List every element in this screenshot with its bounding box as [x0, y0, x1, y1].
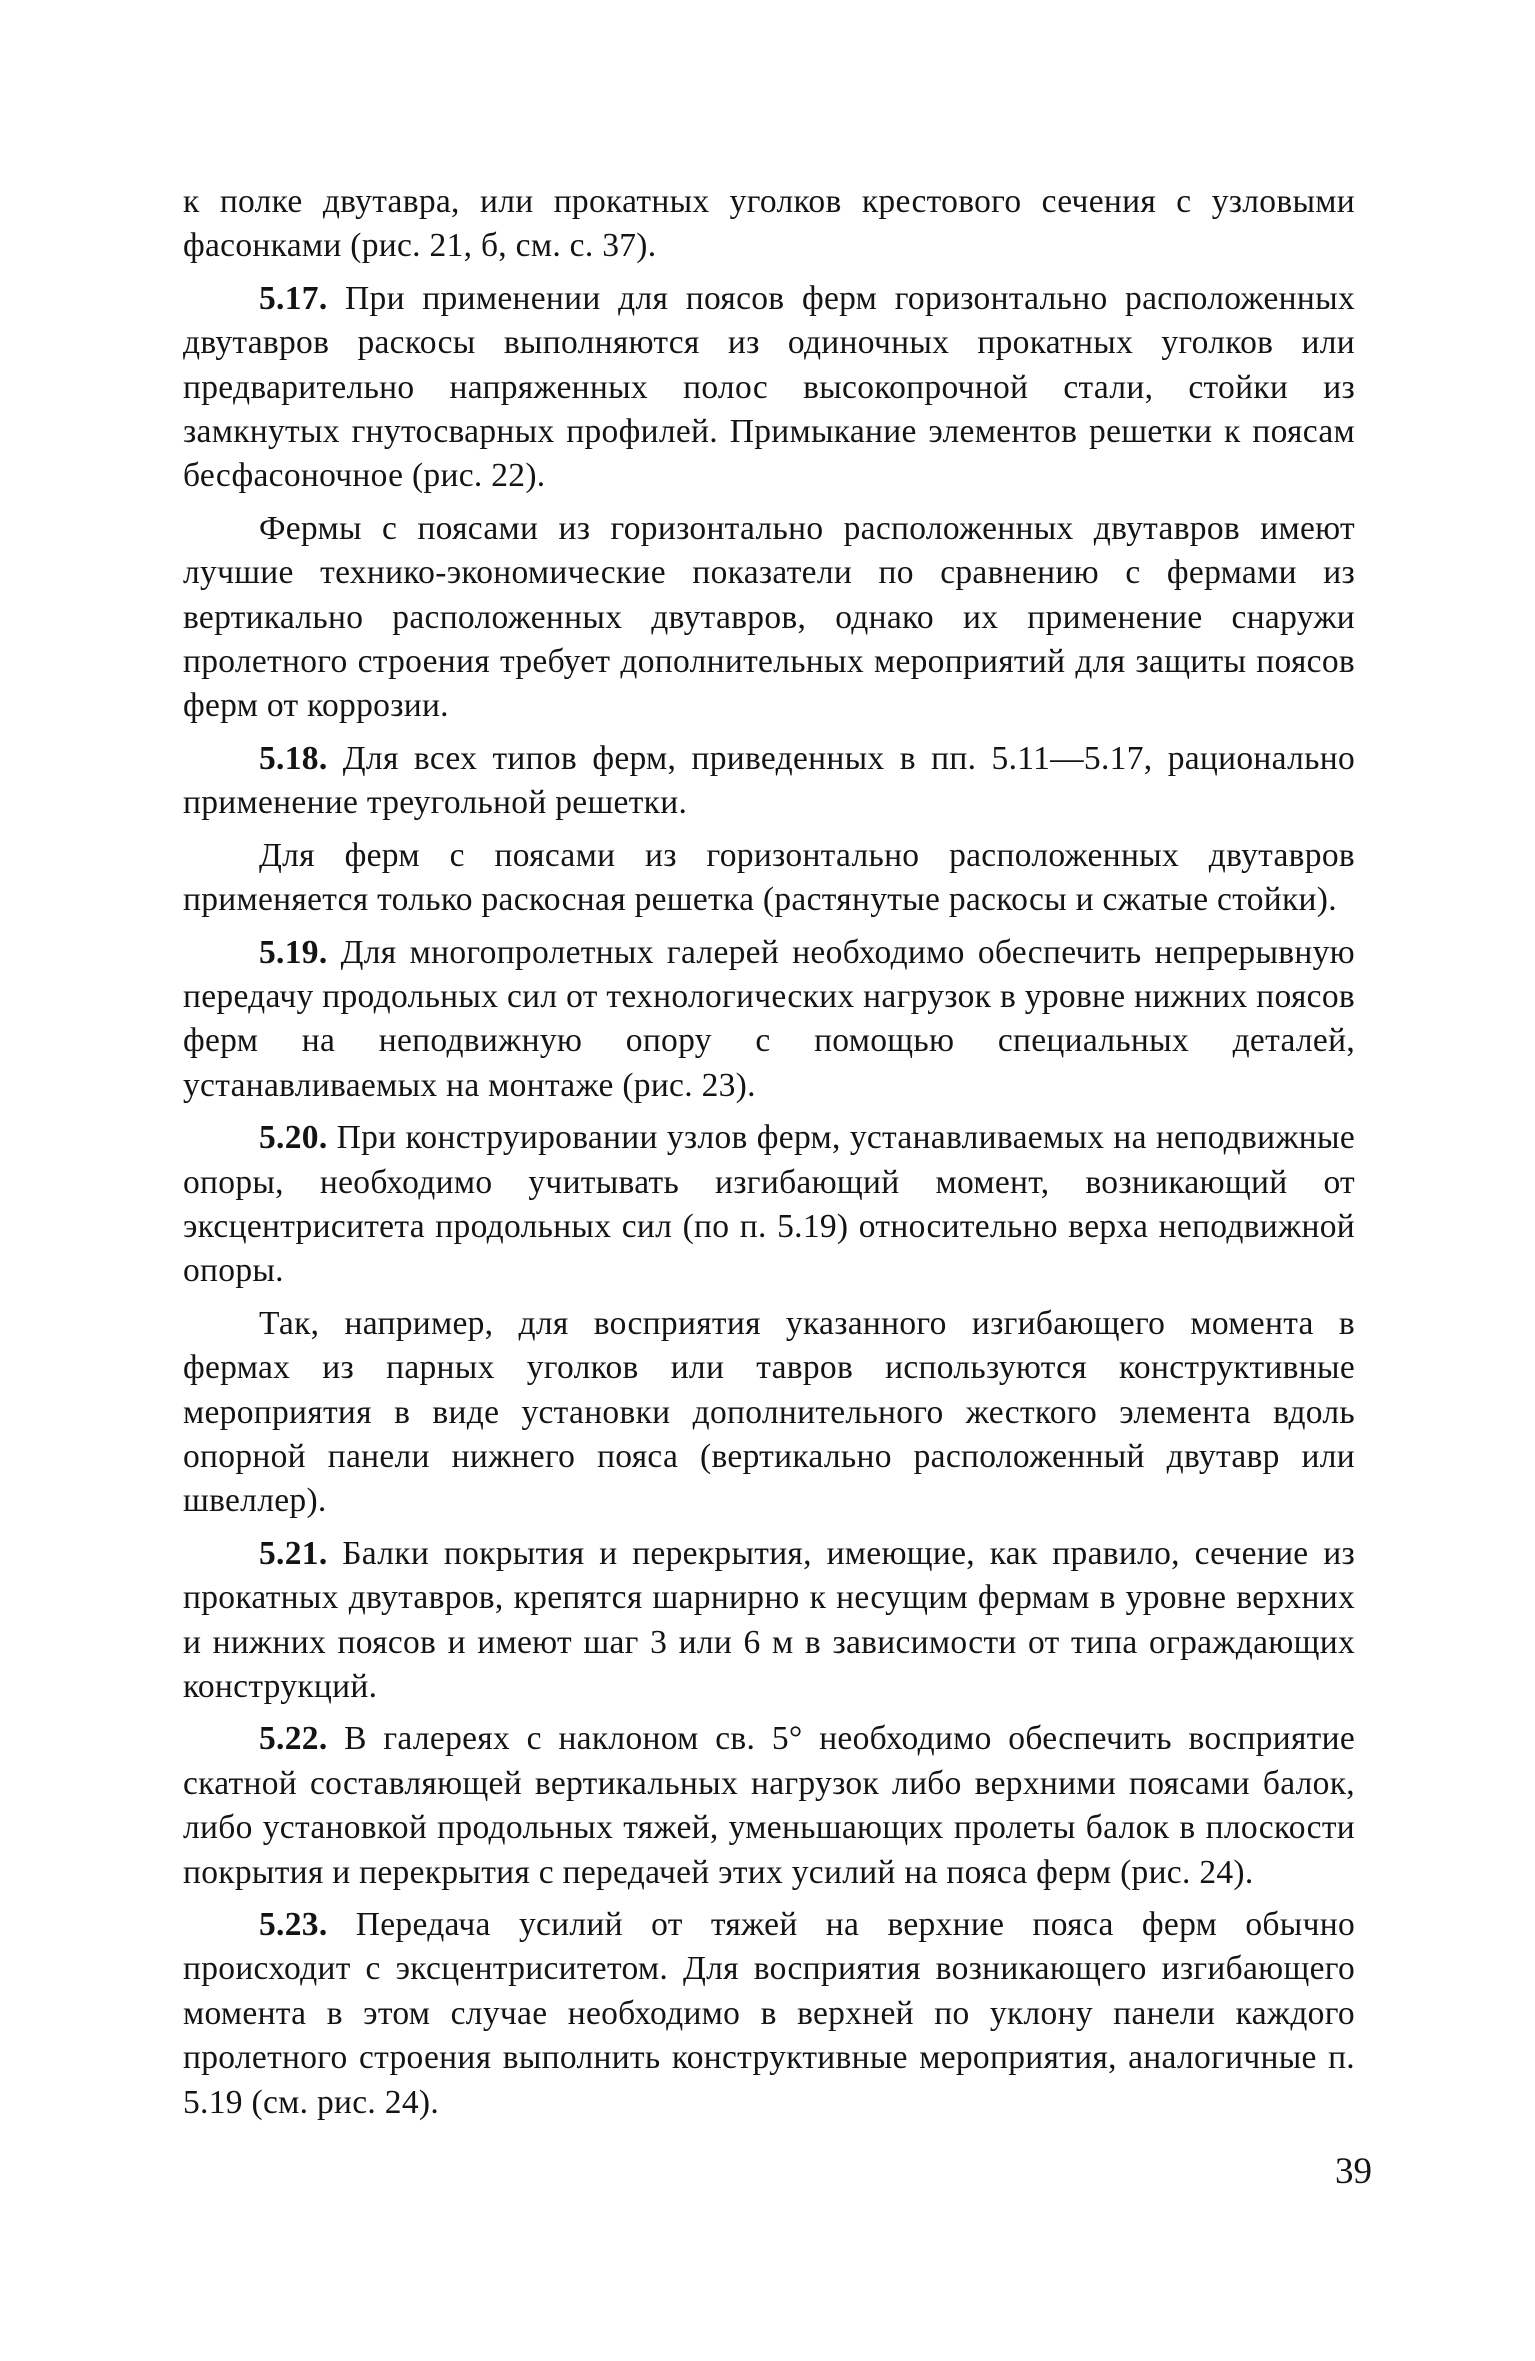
clause-number: 5.21.	[259, 1534, 328, 1572]
paragraph-5-21	[183, 1532, 1355, 1710]
clause-number: 5.22.	[259, 1720, 328, 1758]
clause-number: 5.23.	[259, 1906, 328, 1944]
paragraph-text: Для многопролетных галерей необходимо обеспечить непрерывную передачу продольных сил от технологических нагрузок в уровне нижних поясов ферм на неподвижную опору с помощью специальных деталей, устанавливаемых на монтаже (рис. 23).	[183, 933, 1355, 1104]
paragraph-5-23	[183, 1903, 1355, 2125]
paragraph-text: Для ферм с поясами из горизонтально расположенных двутавров применяется только раскосная решетка (растянутые раскосы и сжатые стойки).	[183, 836, 1355, 919]
clause-number: 5.20.	[259, 1119, 328, 1157]
paragraph-5-22	[183, 1717, 1355, 1895]
paragraph-5-20	[183, 1116, 1355, 1294]
paragraph-text: При применении для поясов ферм горизонтально расположенных двутавров раскосы выполняются из одиночных прокатных уголков или предварительно напряженных полос высокопрочной стали, стойки из замкнутых гнутосварных профилей. Примыкание элементов решетки к поясам бесфасоночное (рис. 22).	[183, 279, 1355, 495]
paragraph-text: При конструировании узлов ферм, устанавливаемых на неподвижные опоры, необходимо учитывать изгибающий момент, возникающий от эксцентриситета продольных сил (по п. 5.19) относительно верха неподвижной опоры.	[183, 1119, 1355, 1290]
paragraph-text: Фермы с поясами из горизонтально расположенных двутавров имеют лучшие технико-экономические показатели по сравнению с фермами из вертикально расположенных двутавров, однако их применение снаружи пролетного строения требует дополнительных мероприятий для защиты поясов ферм от коррозии.	[183, 509, 1355, 725]
document-body	[183, 180, 1355, 2125]
paragraph-text: Для всех типов ферм, приведенных в пп. 5.11—5.17, рационально применение треугольной решетки.	[183, 739, 1355, 822]
clause-number: 5.19.	[259, 933, 328, 971]
paragraph-continuation	[183, 180, 1355, 269]
paragraph-5-18	[183, 737, 1355, 826]
paragraph-5-17	[183, 277, 1355, 499]
clause-number: 5.17.	[259, 279, 328, 317]
paragraph-text: Передача усилий от тяжей на верхние пояса ферм обычно происходит с эксцентриситетом. Для восприятия возникающего изгибающего момента в этом случае необходимо в верхней по уклону панели каждого пролетного строения выполнить конструктивные мероприятия, аналогичные п. 5.19 (см. рис. 24).	[183, 1906, 1355, 2121]
paragraph-trusses-horizontal-ibeams	[183, 507, 1355, 729]
paragraph-text: Так, например, для восприятия указанного изгибающего момента в фермах из парных уголков или тавров используются конструктивные мероприятия в виде установки дополнительного жесткого элемента вдоль опорной панели нижнего пояса (вертикально расположенный двутавр или швеллер).	[183, 1304, 1355, 1520]
paragraph-text: Балки покрытия и перекрытия, имеющие, как правило, сечение из прокатных двутавров, крепятся шарнирно к несущим фермам в уровне верхних и нижних поясов и имеют шаг 3 или 6 м в зависимости от типа ограждающих конструкций.	[183, 1534, 1355, 1705]
paragraph-text: к полке двутавра, или прокатных уголков крестового сечения с узловыми фасонками (рис. 21, б, см. с. 37).	[183, 183, 1355, 265]
paragraph-text: В галереях с наклоном св. 5° необходимо обеспечить восприятие скатной составляющей вертикальных нагрузок либо верхними поясами балок, либо установкой продольных тяжей, уменьшающих пролеты балок в плоскости покрытия и перекрытия с передачей этих усилий на пояса ферм (рис. 24).	[183, 1720, 1355, 1891]
paragraph-lattice-note	[183, 834, 1355, 923]
page-number: 39	[1335, 2151, 1372, 2192]
clause-number: 5.18.	[259, 739, 328, 777]
paragraph-example	[183, 1302, 1355, 1524]
paragraph-5-19	[183, 931, 1355, 1109]
